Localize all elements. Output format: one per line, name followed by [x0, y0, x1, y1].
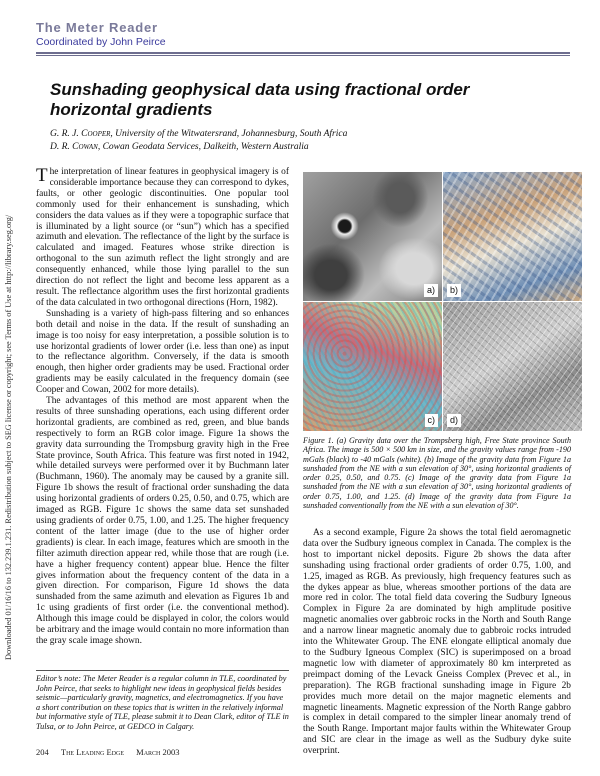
page-footer [36, 747, 180, 757]
paragraph-sunshading: Sunshading is a variety of high-pass filtering and so enhances both detail and noise in the data. If the result of sunshading an image is too noisy for easy interpretation, a possible solution is to use horizontal gradients of lower order (i.e. less than one) as input to the reflectance algorithm. Conversely, if the data is smooth enough, then higher order gradients may be used. Fractional order gradients may be easily calculated in the frequency domain (see Cooper and Cowan, 2002 for more details). [36, 308, 289, 396]
figure-panel-a [303, 172, 442, 301]
header-rule [36, 52, 570, 54]
panel-label: c) [425, 414, 439, 427]
left-column [36, 167, 289, 647]
page-number: 204 [36, 747, 49, 757]
figure-1 [303, 172, 582, 432]
figure-panel-b [443, 172, 582, 301]
right-column [303, 528, 571, 757]
column-title: The Meter Reader [36, 20, 158, 35]
paragraph-intro: The interpretation of linear features in geophysical imagery is of considerable importance because they can correspond to dykes, faults, or other geologic discontinuities. One popular tool commonly used for their enhancement is sunshading, which considers the data values as if they were a topographic surface that is illuminated by a light source (or “sun”) which has a specified azimuth and elevation. The reflectance of the light by the surface is calculated and imaged. Features whose strike direction is orthogonal to the sun azimuth reflect the light strongly and are consequently enhanced, while those lying parallel to the sun direction do not reflect the light and become less apparent as a result. The reflectance algorithm uses the first horizontal gradients of the data calculated in two orthogonal directions (Horn, 1982). [36, 165, 289, 308]
figure-caption: Figure 1. (a) Gravity data over the Trompsberg high, Free State province South Africa. The image is 500 × 500 km in size, and the gravity values range from -190 mGals (black) to -40 mGals (white). (b) Image of the gravity data from Figure 1a sunshaded from the NE with a sun elevation of 30°, using horizontal gradients of order 0.25, 0.50, and 0.75. (c) Image of the gravity data from Figure 1a sunshaded from the NE with a sun elevation of 30°, using horizontal gradients of order 0.75, 1.00, and 1.25. (d) Image of the gravity data from Figure 1a sunshaded conventionally from the NE with a sun elevation of 30°. [303, 436, 571, 511]
coordinator-line: Coordinated by John Peirce [36, 36, 166, 48]
figure-panel-d [443, 302, 582, 431]
download-notice: Downloaded 01/16/16 to 132.239.1.231. Redistribution subject to SEG license or copyright; see Terms of Use at http://library.seg.org/ [4, 214, 13, 660]
editors-note: Editor’s note: The Meter Reader is a regular column in TLE, coordinated by John Peirce, that seeks to highlight new ideas in geophysical fields besides seismic—particularly gravity, magnetics, and electromagnetics. If you have a short contribution on these topics that is written in the relatively informal but informative style of TLE, please submit it to Dean Clark, editor of TLE in Tulsa, or to John Peirce, at GEDCO in Calgary. [36, 670, 289, 732]
journal-name: The Leading Edge [60, 747, 125, 757]
header-rule-thin [36, 55, 570, 56]
panel-label: d) [447, 414, 461, 427]
author-2 [50, 141, 347, 154]
author-name: G. R. J. Cooper, [50, 129, 113, 139]
author-name: D. R. Cowan, [50, 142, 101, 152]
article-title: Sunshading geophysical data using fractional order horizontal gradients [50, 80, 470, 119]
author-affiliation: Cowan Geodata Services, Dalkeith, Western Australia [102, 142, 309, 152]
paragraph-second-example: As a second example, Figure 2a shows the total field aeromagnetic data over the Sudbury igneous complex in Canada. The complex is the host to important nickel deposits. Figure 2b shows the data after sunshading using fractional order gradients of order 0.75, 1.00, and 1.25, imaged as RGB. As previously, high frequency features such as the dykes appear as blue, whereas smoother portions of the data are more red in color. The total field data covering the Sudbury Igneous Complex in Figure 2a are dominated by high amplitude positive magnetic anomalies over gabbroic rocks in the North and South Range and a narrow linear magnetic anomaly due to gabbroic rocks intruded into the Whitewater Group. The ENE elongate elliptical anomaly due to the Sudbury Igneous Complex (SIC) is superimposed on a broad magnetic low with diameter of approximately 80 km interpreted as preimpact doming of the Levack Gneiss Complex (Prevec et al., in preparation). The RGB fractional sunshading image in Figure 2b provides much more detail on the major magnetic elements and magnetic lineaments. Magnetic expression of the North Range gabbro is complex in detail compared to the simpler linear anomaly trend of the South Range. Important major faults within the Whitewater Group and SIC are clear in the image as well as the Sudbury dyke suite overprint. [303, 528, 571, 757]
issue-date: March 2003 [136, 747, 180, 757]
figure-panel-c [303, 302, 442, 431]
author-affiliation: University of the Witwatersrand, Johannesburg, South Africa [115, 129, 348, 139]
panel-label: a) [424, 284, 438, 297]
author-1 [50, 128, 347, 141]
panel-label: b) [447, 284, 461, 297]
paragraph-advantages: The advantages of this method are most apparent when the results of three sunshading operations, each using different order horizontal gradients, are combined as red, green, and blue bands respectively to form an RGB color image. Figure 1a shows the gravity data surrounding the Trompsburg gravity high in the Free State province, South Africa. This feature was first noted in 1942, while detailed surveys were performed over it by Buchmann later (Buchmann, 1960). The anomaly may be caused by a granite sill. Figure 1b shows the result of fractional order sunshading the data using horizontal gradients of orders 0.25, 0.50, and 0.75, which are imaged as RGB. Figure 1c shows the same data set sunshaded using gradients of order 0.75, 1.00, and 1.25. The higher frequency content of the latter image (due to the use of higher order gradients) is clear. In each image, features which are smooth in the filter azimuth direction appear red, while those that are rough (i.e. have a higher frequency content) appear blue. Hence the filter gives information about the frequency content of the data in a given direction. For comparison, Figure 1d shows the data sunshaded from the same azimuth and elevation as Figures 1b and 1c using gradients of first order (i.e. the conventional method). Although this image could be displayed in color, the colors would be arbitrary and the image would contain no more information than the gray scale image shown. [36, 396, 289, 646]
author-list [50, 128, 347, 154]
